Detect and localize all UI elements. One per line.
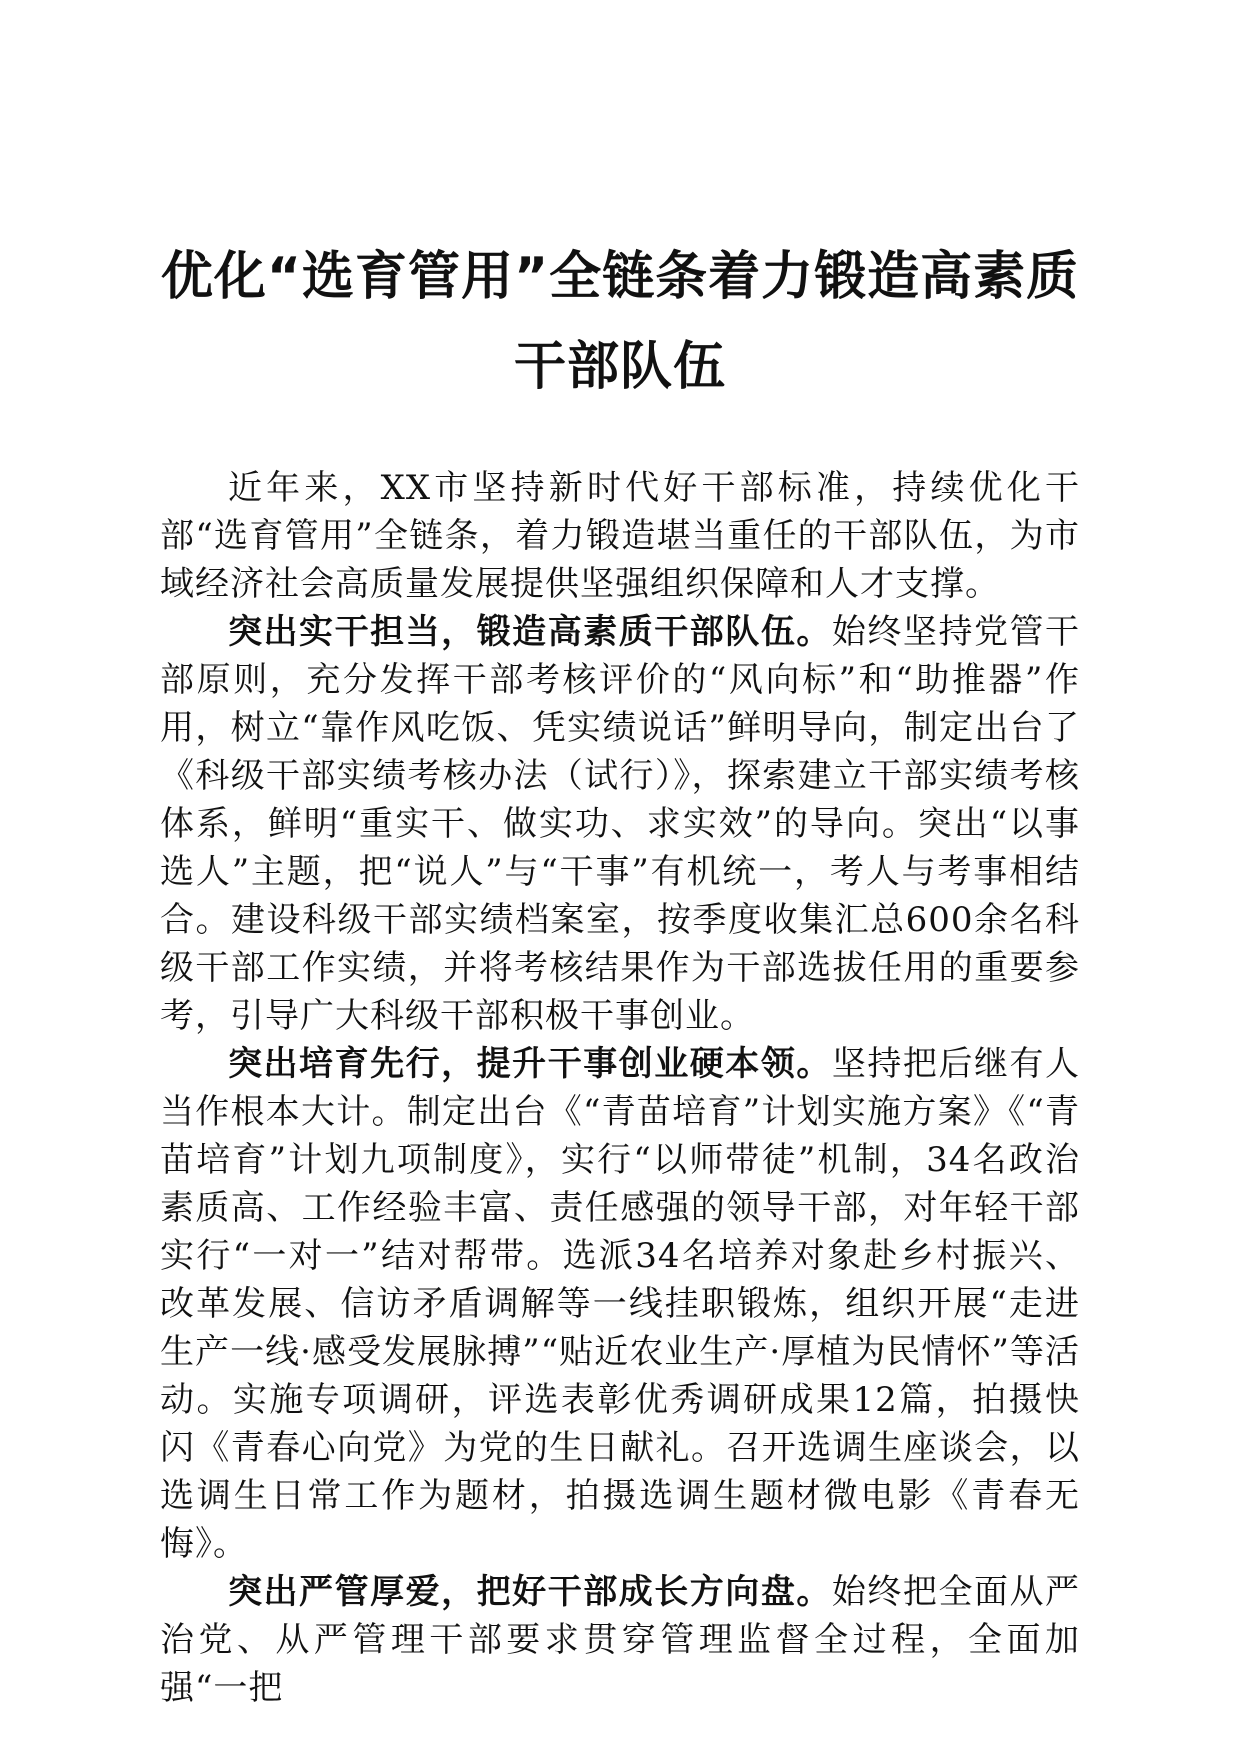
paragraph-text: 始终把全面从严治党、从严管理干部要求贯穿管理监督全过程，全面加强“一把 <box>160 1572 1081 1708</box>
paragraph-text: 坚持把后继有人当作根本大计。制定出台《“青苗培育”计划实施方案》《“青苗培育”计划九项制度》，实行“以师带徒”机制，34名政治素质高、工作经验丰富、责任感强的领导干部，对年轻干部实行“一对一”结对帮带。选派34名培养对象赴乡村振兴、改革发展、信访矛盾调解等一线挂职锻炼，组织开展“走进生产一线·感受发展脉搏”“贴近农业生产·厚植为民情怀”等活动。实施专项调研，评选表彰优秀调研成果12篇，拍摄快闪《青春心向党》为党的生日献礼。召开选调生座谈会，以选调生日常工作为题材，拍摄选调生题材微电影《青春无悔》。 <box>160 1044 1081 1564</box>
paragraph-lead: 突出培育先行，提升干事创业硬本领。 <box>228 1044 832 1084</box>
paragraph-lead: 突出实干担当，锻造高素质干部队伍。 <box>228 612 832 652</box>
document-title: 优化“选育管用”全链条着力锻造高素质干部队伍 <box>160 247 1080 397</box>
paragraph-intro <box>160 464 1080 608</box>
paragraph-section-1 <box>160 608 1080 1040</box>
paragraph-lead: 突出严管厚爱，把好干部成长方向盘。 <box>228 1572 832 1612</box>
document-body <box>160 464 1080 1712</box>
paragraph-section-3 <box>160 1568 1080 1712</box>
paragraph-section-2 <box>160 1040 1080 1568</box>
paragraph-text: 始终坚持党管干部原则，充分发挥干部考核评价的“风向标”和“助推器”作用，树立“靠作风吃饭、凭实绩说话”鲜明导向，制定出台了《科级干部实绩考核办法（试行）》，探索建立干部实绩考核体系，鲜明“重实干、做实功、求实效”的导向。突出“以事选人”主题，把“说人”与“干事”有机统一，考人与考事相结合。建设科级干部实绩档案室，按季度收集汇总600余名科级干部工作实绩，并将考核结果作为干部选拔任用的重要参考，引导广大科级干部积极干事创业。 <box>160 612 1081 1036</box>
paragraph-text: 近年来，XX市坚持新时代好干部标准，持续优化干部“选育管用”全链条，着力锻造堪当重任的干部队伍，为市域经济社会高质量发展提供坚强组织保障和人才支撑。 <box>160 468 1080 604</box>
